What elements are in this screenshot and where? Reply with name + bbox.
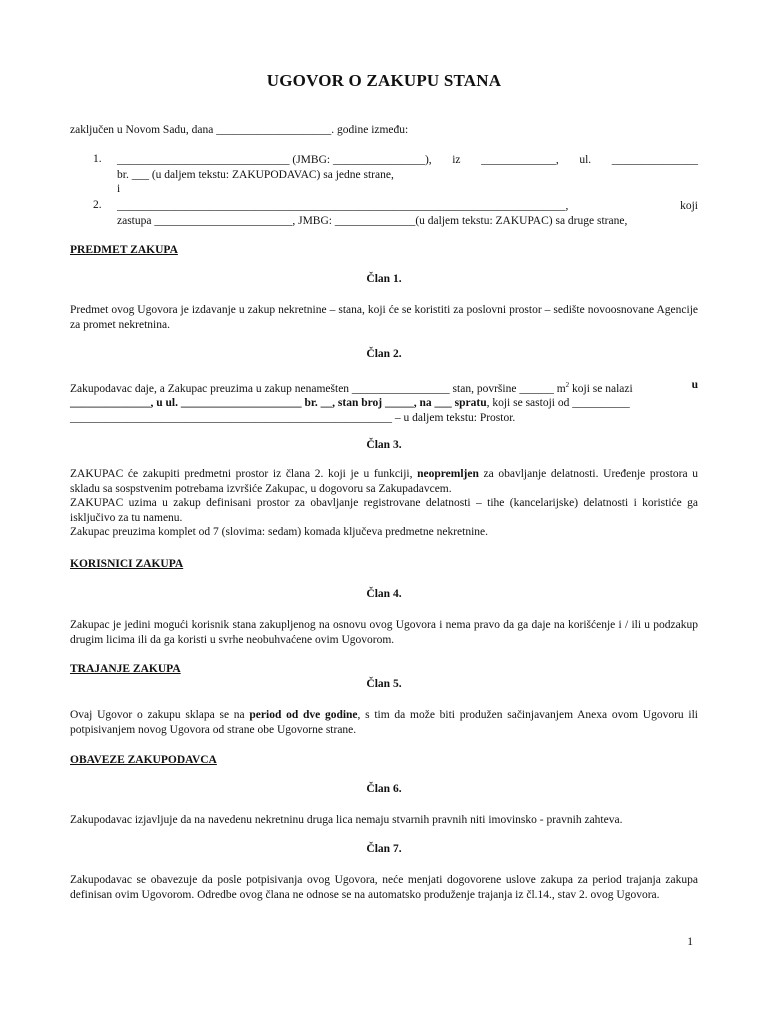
article-1-text: Predmet ovog Ugovora je izdavanje u zakup nekretnine – stana, koji će se koristiti za poslovni prostor – sedište novoosnovane Agencije za promet nekretnina. xyxy=(70,304,698,331)
article-5-text-a: Ovaj Ugovor o zakupu sklapa se na xyxy=(70,709,250,721)
page-number: 1 xyxy=(687,936,693,948)
section-heading-trajanje: TRAJANJE ZAKUPA xyxy=(70,663,181,675)
party-1-ul: ul. xyxy=(579,154,592,166)
article-2-line-2 xyxy=(70,396,698,411)
article-5-text-b: , s tim da može biti produžen sačinjavanjem Anexa ovom Ugovoru ili potpisivanjem novog Ugovora od strane obe Ugovorne strane. xyxy=(70,709,699,736)
party-1-city: _____________, xyxy=(481,154,559,166)
article-6-text: Zakupodavac izjavljuje da na navedenu nekretninu druga lica nemaju stvarnih pravnih niti imovinsko - pravnih zahteva. xyxy=(70,814,623,826)
article-7-text: Zakupodavac se obavezuje da posle potpisivanja ovog Ugovora, neće menjati dogovorene uslove zakupa za period trajanja zakupa definisan ovim Ugovorom. Odredbe ovog člana ne odnose se na automatsko produženje trajanja iz čl.14., stav 2. ovog Ugovora. xyxy=(70,874,698,901)
article-5-text-bold: period od dve godine xyxy=(249,709,358,721)
article-2-text xyxy=(70,378,698,425)
party-1-block xyxy=(117,153,698,197)
article-2-line-1-cont: koji se nalazi xyxy=(569,382,633,395)
party-1-line-3: i xyxy=(117,183,121,195)
area-unit-superscript: 2 xyxy=(565,381,570,389)
article-2-line-3: ________________________________________________________ – u daljem tekstu: Prostor. xyxy=(70,411,516,424)
article-2-line-1-text: Zakupodavac daje, a Zakupac preuzima u zakup nenamešten _________________ stan, površine ______ m xyxy=(70,382,566,395)
party-2-number: 2. xyxy=(93,199,102,211)
article-2-title: Član 2. xyxy=(366,348,402,360)
article-3-para-1-a: ZAKUPAC će zakupiti predmetni prostor iz člana 2. koji je u funkciji, xyxy=(70,468,418,480)
party-2-line-1 xyxy=(117,199,698,214)
article-5-title: Član 5. xyxy=(366,678,402,690)
document-title: UGOVOR O ZAKUPU STANA xyxy=(266,71,502,90)
party-1-line-2: br. ___ (u daljem tekstu: ZAKUPODAVAC) sa jedne strane, xyxy=(117,168,394,181)
party-2-koji: koji xyxy=(680,200,698,212)
party-2-name: ______________________________________________________________________________, xyxy=(117,200,569,212)
party-1-number: 1. xyxy=(93,153,102,165)
article-5-text xyxy=(70,708,698,737)
party-2-block xyxy=(117,199,698,228)
section-heading-korisnici: KORISNICI ZAKUPA xyxy=(70,558,184,570)
article-2-line-2-cont: , koji se sastoji od __________ xyxy=(486,397,630,410)
party-1-name-jmbg: ______________________________ (JMBG: ________________), xyxy=(117,154,432,166)
article-2-line-1-bold: u xyxy=(691,379,698,391)
article-3-para-1-bold: neopremljen xyxy=(417,468,479,480)
article-1-title: Član 1. xyxy=(366,273,402,285)
article-7-title: Član 7. xyxy=(366,843,402,855)
article-3-para-1-b: za obavljanje delatnosti. Uređenje prostora u skladu sa sospstvenim potrebama izvršiće Zakupac, u dogovoru sa Zakupadavcem. xyxy=(70,468,698,495)
party-2-line-2: zastupa ________________________, JMBG: ______________(u daljem tekstu: ZAKUPAC) sa druge strane, xyxy=(117,214,628,227)
intro-line: zaključen u Novom Sadu, dana ____________________. godine između: xyxy=(70,124,409,136)
article-3-para-1 xyxy=(70,467,698,496)
party-1-iz: iz xyxy=(452,154,461,166)
party-1-line-1 xyxy=(117,153,698,168)
article-4-title: Član 4. xyxy=(366,588,402,600)
section-heading-obaveze: OBAVEZE ZAKUPODAVCA xyxy=(70,754,217,766)
party-1-street: _______________ xyxy=(611,154,698,166)
article-2-address-bold: ______________, u ul. _____________________ br. __, stan broj _____, na ___ spratu xyxy=(70,397,487,410)
article-2-line-1 xyxy=(70,378,698,396)
article-4-text: Zakupac je jedini mogući korisnik stana zakupljenog na osnovu ovog Ugovora i nema pravo da ga daje na korišćenje i / ili u podzakup drugim licima ili da ga koristi u svrhe neobuhvaćene ovim Ugovorom. xyxy=(70,619,698,646)
article-3-para-2: ZAKUPAC uzima u zakup definisani prostor za obavljanje registrovane delatnosti – tihe (kancelarijske) delatnosti i koristiće ga isključivo za tu namenu. xyxy=(70,497,698,524)
article-3-para-3: Zakupac preuzima komplet od 7 (slovima: sedam) komada ključeva predmetne nekretnine. xyxy=(70,526,489,538)
article-3-text xyxy=(70,467,698,540)
section-heading-predmet: PREDMET ZAKUPA xyxy=(70,244,178,256)
article-3-title: Član 3. xyxy=(366,439,402,451)
article-6-title: Član 6. xyxy=(366,783,402,795)
